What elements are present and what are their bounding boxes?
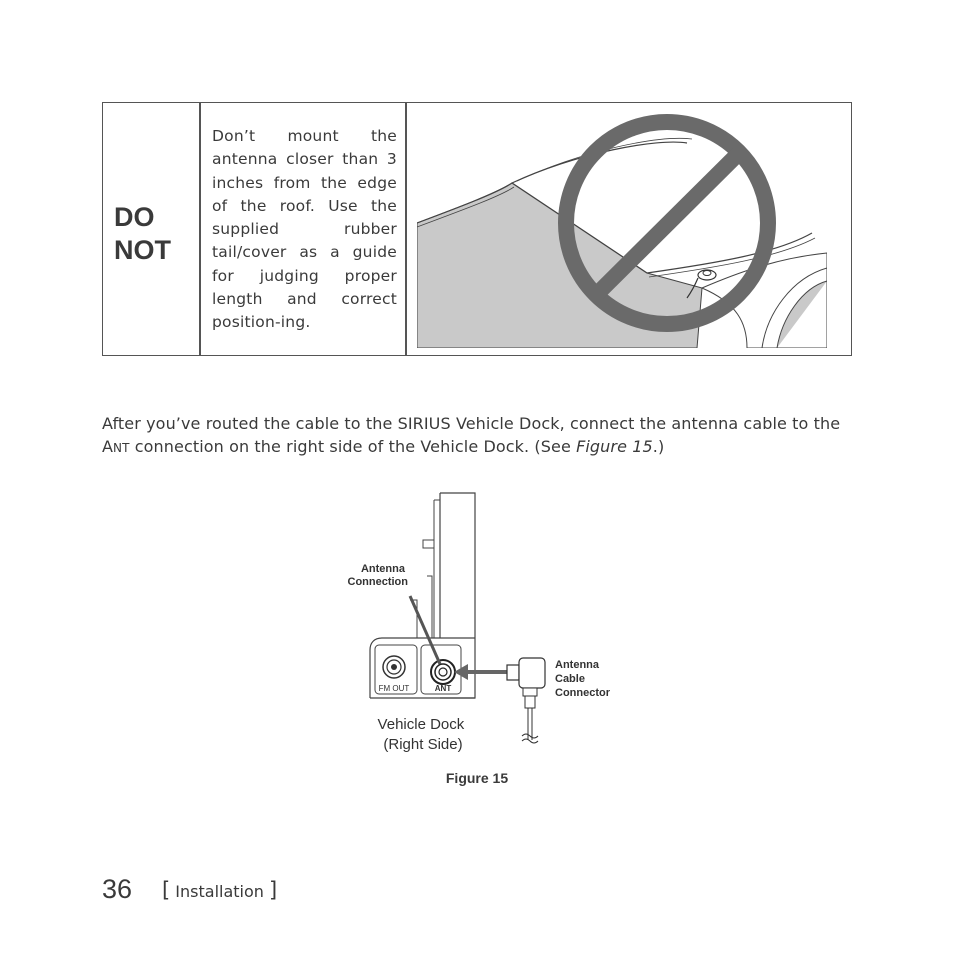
- svg-text:Antenna Cable Connecto: [555, 659, 611, 699]
- warning-text: Don’t mount the antenna closer than 3 inches from the edge of the roof. Use the supplied rubber tail/cover as a guide for judging proper length and correct position-ing.: [212, 127, 397, 332]
- antenna-connection-label-2: Connection: [347, 576, 408, 588]
- figure-caption: Figure 15: [445, 770, 509, 786]
- instruction-text-2: connection on the right side of the Vehicle Dock. (See: [129, 437, 577, 456]
- ant-port-label: ANT: [434, 684, 452, 693]
- roof-illustration: [417, 113, 827, 348]
- dock-caption-1: Vehicle Dock: [377, 716, 465, 733]
- dock-caption-2: (Right Side): [383, 736, 463, 753]
- warning-table: [102, 102, 852, 356]
- vehicle-dock-figure: [330, 488, 630, 763]
- figure-reference: Figure 15: [576, 437, 653, 456]
- instruction-text-1: After you’ve routed the cable to the SIRIUS Vehicle Dock, connect the antenna cable to the: [102, 414, 841, 433]
- cable-connector-label-3: Connector: [555, 687, 610, 699]
- antenna-connection-label-1: Antenna: [360, 563, 405, 575]
- ant-label-small: NT: [113, 441, 130, 455]
- instruction-text-3: .): [652, 437, 665, 456]
- section-name: Installation: [175, 882, 264, 901]
- instruction-paragraph: [102, 412, 854, 460]
- bracket-open: [: [162, 878, 171, 902]
- svg-text:Antenna Connection: [348, 563, 409, 588]
- fm-out-port-label: FM OUT: [378, 684, 410, 693]
- roof-illustration-cell: [407, 103, 851, 355]
- section-footer: [162, 878, 277, 902]
- warning-label-cell: [103, 103, 201, 355]
- warning-text-cell: [201, 103, 407, 355]
- svg-text:Vehicle Dock (Right Side): [378, 716, 469, 753]
- page-number: 36: [102, 874, 133, 904]
- cable-connector-label-2: Cable: [555, 673, 585, 685]
- cable-connector-label-1: Antenna: [555, 659, 599, 671]
- bracket-close: ]: [269, 878, 278, 902]
- ant-label-cap: A: [102, 437, 114, 456]
- do-not-label: DO NOT: [114, 202, 171, 265]
